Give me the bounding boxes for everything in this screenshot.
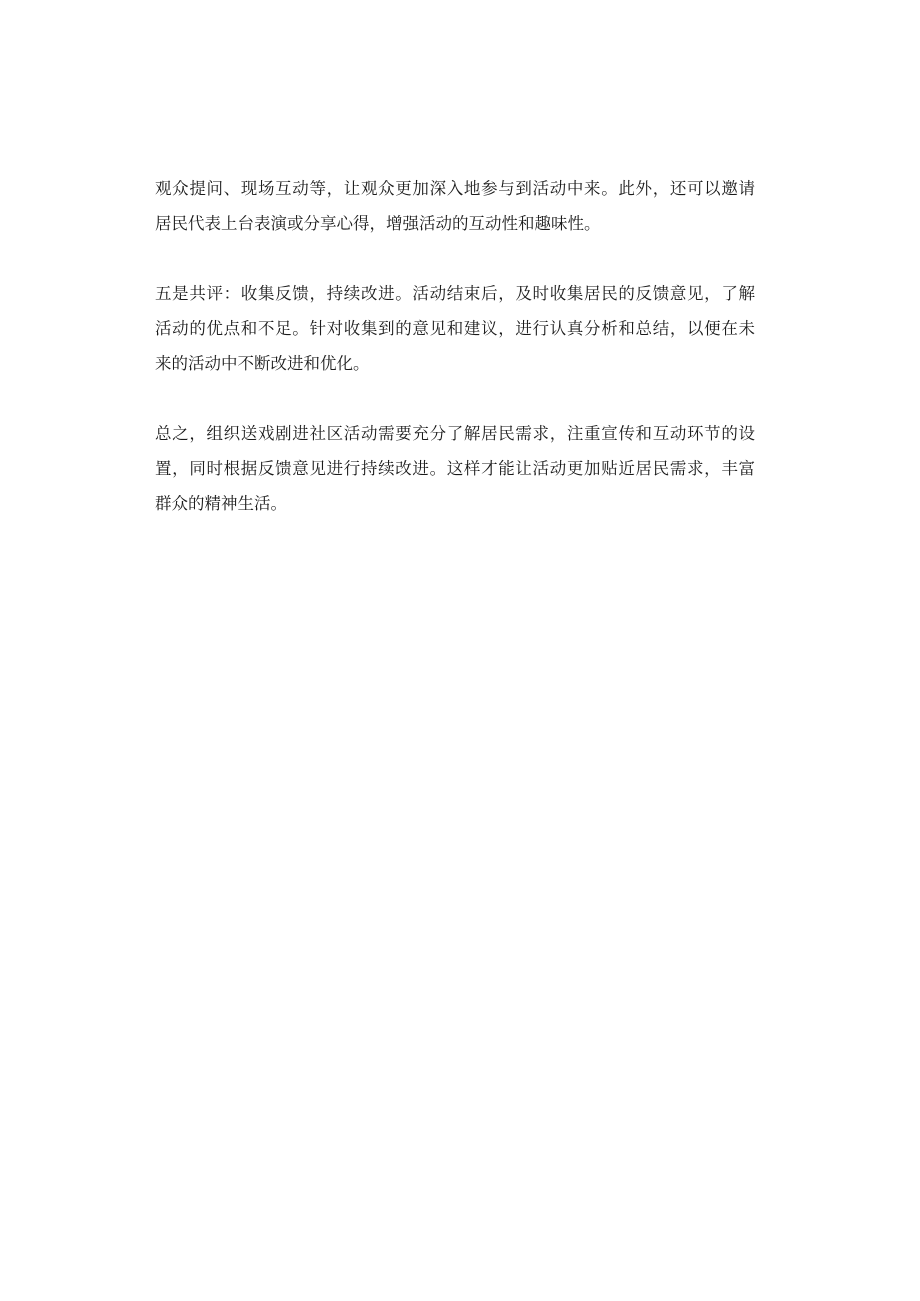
paragraph-feedback [155, 276, 755, 381]
text-line: 五是共评：收集反馈，持续改进。活动结束后，及时收集居民的反馈意见，了解 [155, 284, 755, 303]
paragraph-spacer [155, 241, 755, 276]
text-line: 群众的精神生活。 [155, 494, 287, 513]
paragraph-interaction [155, 171, 755, 241]
text-line: 居民代表上台表演或分享心得，增强活动的互动性和趣味性。 [155, 214, 601, 233]
text-line: 置，同时根据反馈意见进行持续改进。这样才能让活动更加贴近居民需求，丰富 [155, 459, 755, 478]
text-line: 活动的优点和不足。针对收集到的意见和建议，进行认真分析和总结，以便在未 [155, 319, 755, 338]
text-line: 来的活动中不断改进和优化。 [155, 354, 370, 373]
paragraph-conclusion [155, 416, 755, 521]
paragraph-spacer [155, 381, 755, 416]
text-line: 总之，组织送戏剧进社区活动需要充分了解居民需求，注重宣传和互动环节的设 [155, 424, 755, 443]
document-body [155, 171, 755, 521]
text-line: 观众提问、现场互动等，让观众更加深入地参与到活动中来。此外，还可以邀请 [155, 179, 755, 198]
